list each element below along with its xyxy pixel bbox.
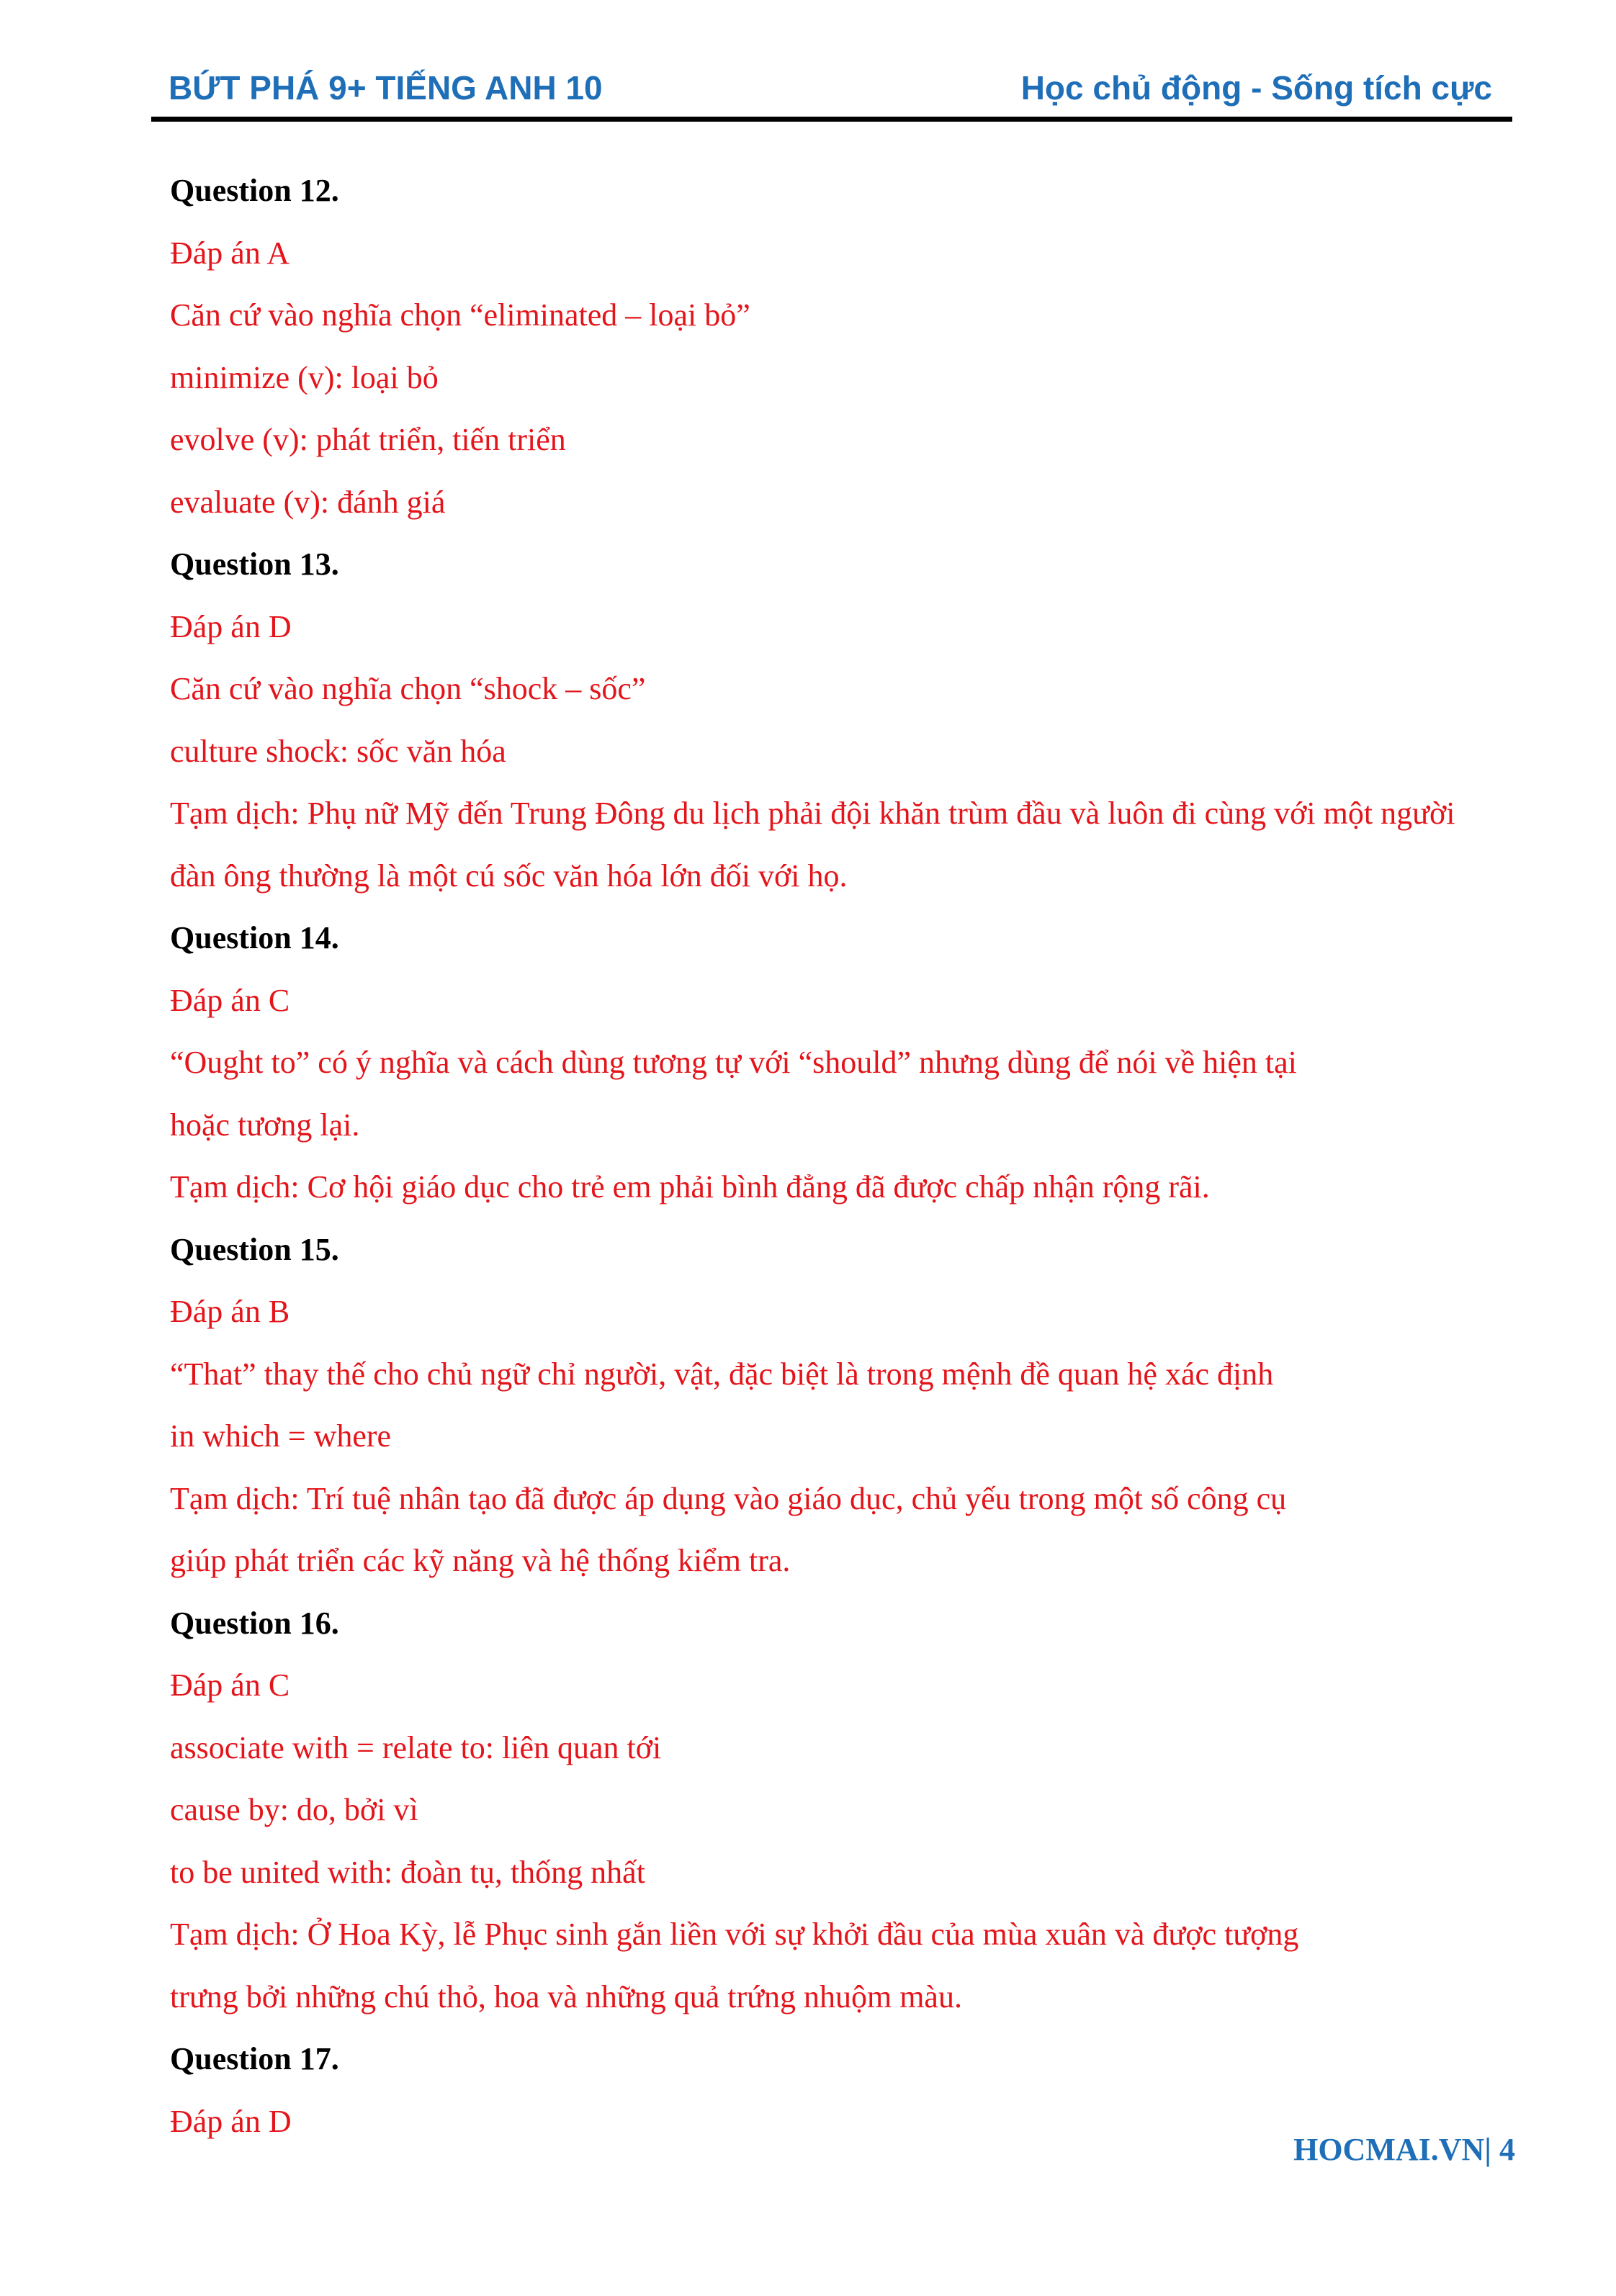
answer-text: evolve (v): phát triển, tiến triển <box>170 422 566 457</box>
answer-text: hoặc tương lại. <box>170 1107 360 1143</box>
answer-text: culture shock: sốc văn hóa <box>170 733 506 769</box>
answer-text: minimize (v): loại bỏ <box>170 359 439 395</box>
answer-text: giúp phát triển các kỹ năng và hệ thống kiểm tra. <box>170 1543 791 1578</box>
question-heading: Question 12. <box>170 173 339 208</box>
page-footer: HOCMAI.VN| 4 <box>1293 2132 1515 2167</box>
answer-text: in which = where <box>170 1418 392 1454</box>
header-divider <box>151 117 1512 122</box>
answer-text: trưng bởi những chú thỏ, hoa và những quả trứng nhuộm màu. <box>170 1978 962 2014</box>
document-body <box>170 160 1509 2153</box>
answer-text: Đáp án B <box>170 1294 290 1329</box>
answer-text: Đáp án C <box>170 982 290 1018</box>
answer-text: Đáp án D <box>170 608 292 644</box>
answer-text: Đáp án D <box>170 2103 292 2139</box>
answer-text: Tạm dịch: Ở Hoa Kỳ, lễ Phục sinh gắn liền với sự khởi đầu của mùa xuân và được tượng <box>170 1917 1299 1952</box>
question-heading: Question 15. <box>170 1231 339 1267</box>
answer-text: evaluate (v): đánh giá <box>170 484 446 520</box>
answer-text: Căn cứ vào nghĩa chọn “shock – sốc” <box>170 671 646 706</box>
question-heading: Question 13. <box>170 546 339 582</box>
answer-text: cause by: do, bởi vì <box>170 1792 418 1827</box>
header-title: BỨT PHÁ 9+ TIẾNG ANH 10 <box>169 69 603 107</box>
answer-text: to be united with: đoàn tụ, thống nhất <box>170 1854 645 1890</box>
question-heading: Question 14. <box>170 920 339 955</box>
answer-text: Đáp án A <box>170 235 290 271</box>
answer-text: “That” thay thế cho chủ ngữ chỉ người, vật, đặc biệt là trong mệnh đề quan hệ xác định <box>170 1356 1274 1392</box>
answer-text: đàn ông thường là một cú sốc văn hóa lớn đối với họ. <box>170 857 848 893</box>
answer-text: Tạm dịch: Trí tuệ nhân tạo đã được áp dụng vào giáo dục, chủ yếu trong một số công cụ <box>170 1480 1287 1516</box>
answer-text: Đáp án C <box>170 1667 290 1703</box>
question-heading: Question 16. <box>170 1605 339 1641</box>
answer-text: Tạm dịch: Phụ nữ Mỹ đến Trung Đông du lịch phải đội khăn trùm đầu và luôn đi cùng với một người <box>170 796 1455 831</box>
header-slogan: Học chủ động - Sống tích cực <box>1020 69 1492 107</box>
question-heading: Question 17. <box>170 2041 339 2076</box>
answer-text: “Ought to” có ý nghĩa và cách dùng tương tự với “should” nhưng dùng để nói về hiện tại <box>170 1045 1297 1080</box>
answer-text: associate with = relate to: liên quan tới <box>170 1729 662 1765</box>
answer-text: Tạm dịch: Cơ hội giáo dục cho trẻ em phải bình đẳng đã được chấp nhận rộng rãi. <box>170 1169 1210 1205</box>
answer-text: Căn cứ vào nghĩa chọn “eliminated – loại bỏ” <box>170 297 750 333</box>
